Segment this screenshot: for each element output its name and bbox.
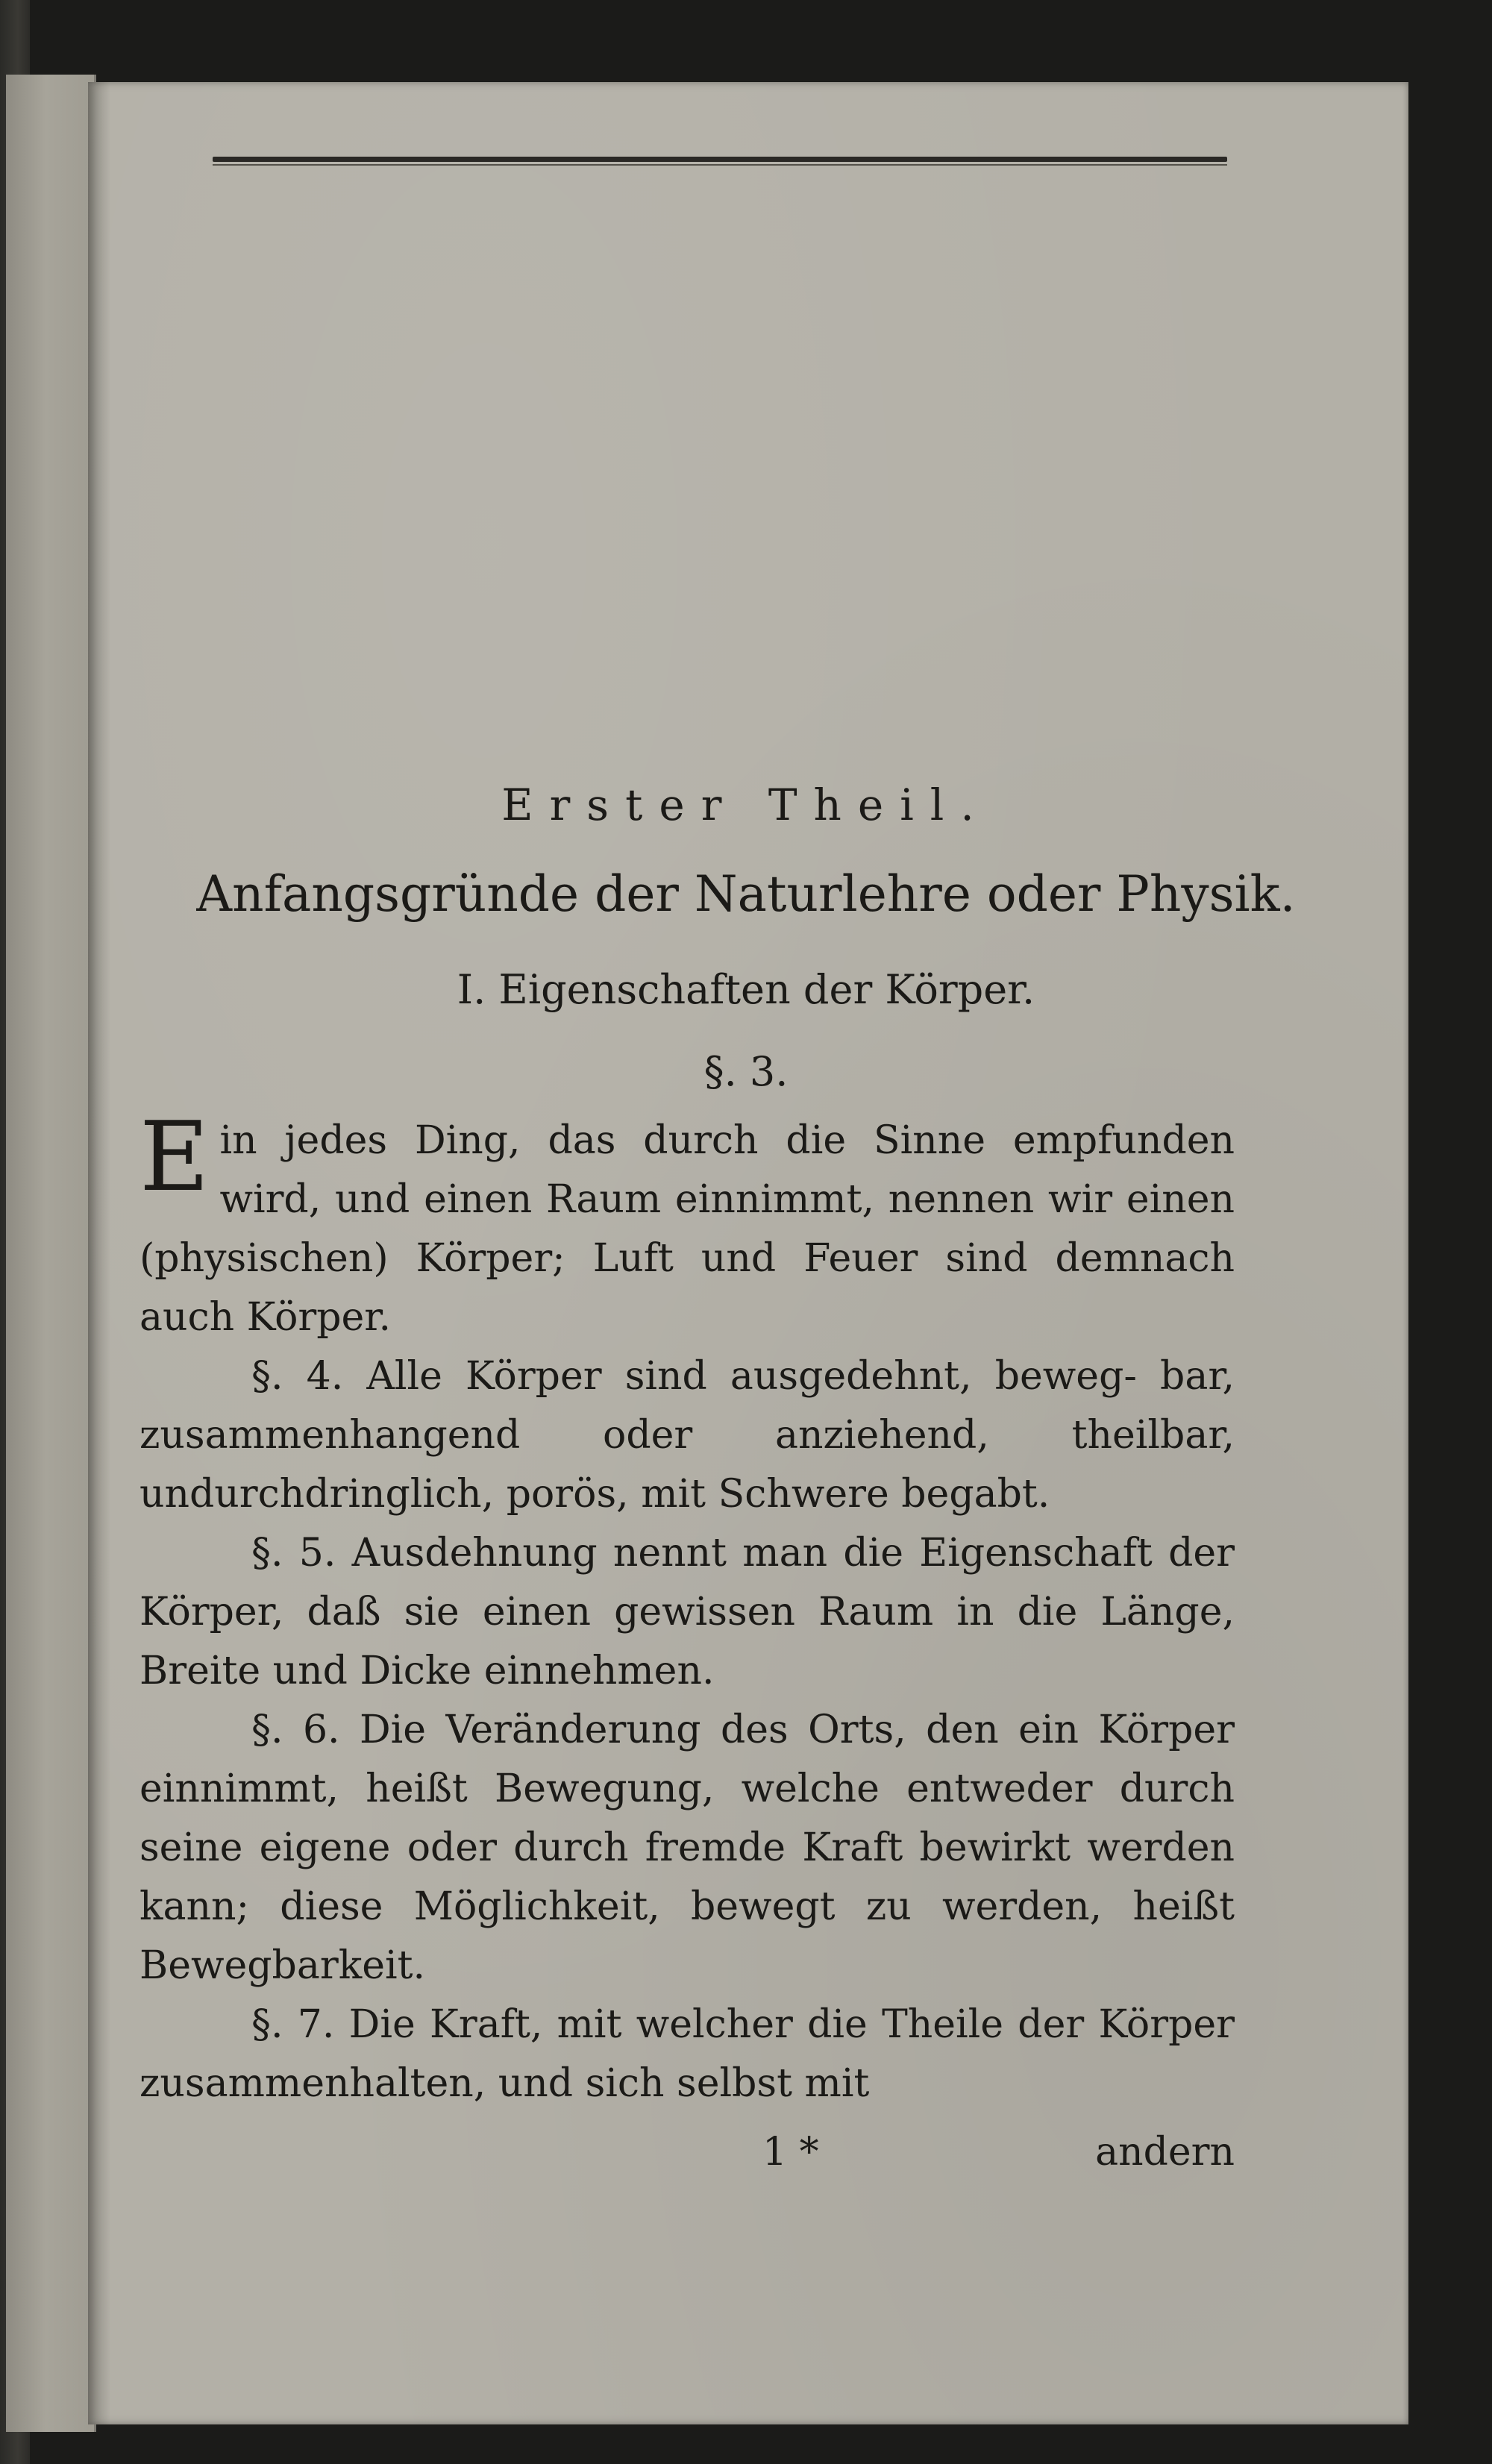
drop-cap-letter: E [140,1102,210,1213]
catchword: andern [1095,2130,1235,2175]
paragraph-section-3 [140,1102,1235,1347]
gutter-shadow [88,82,110,2424]
paragraph-section-5: §. 5. Ausdehnung nennt man die Eigenschaft der Körper, daß sie einen gewissen Raum in die Länge, Breite und Dicke einnehmen. [140,1531,1235,1693]
paragraph-section-4: §. 4. Alle Körper sind ausgedehnt, beweg- bar, zusammenhangend oder anziehend, theilbar, undurchdringlich, porös, mit Schwere begabt. [140,1354,1235,1517]
facing-page-edge [6,75,96,2432]
book-heading: Anfangsgründe der Naturlehre oder Physik. [196,865,1296,923]
body-text [140,1102,1235,2113]
paragraph-text: in jedes Ding, das durch die Sinne empfunden wird, und einen Raum einnimmt, nennen wir einen (physischen) Körper; Luft und Feuer sind demnach auch Körper. [140,1118,1235,1340]
section-heading: §. 3. [703,1048,789,1095]
header-rule [213,157,1227,162]
header-rule-thin [213,164,1227,166]
paragraph-section-6: §. 6. Die Veränderung des Orts, den ein Körper einnimmt, heißt Bewegung, welche entweder durch seine eigene oder durch fremde Kraft bewirkt werden kann; diese Möglichkeit, bewegt zu werden, heißt Bewegbarkeit. [140,1708,1235,1988]
paragraph-section-7: §. 7. Die Kraft, mit welcher die Theile der Körper zusammenhalten, und sich selbst mit [140,2002,1235,2106]
part-heading: Erster Theil. [501,780,991,830]
signature-mark: 1 * [762,2130,819,2175]
chapter-heading: I. Eigenschaften der Körper. [457,966,1035,1013]
page-footer [140,2130,1235,2182]
